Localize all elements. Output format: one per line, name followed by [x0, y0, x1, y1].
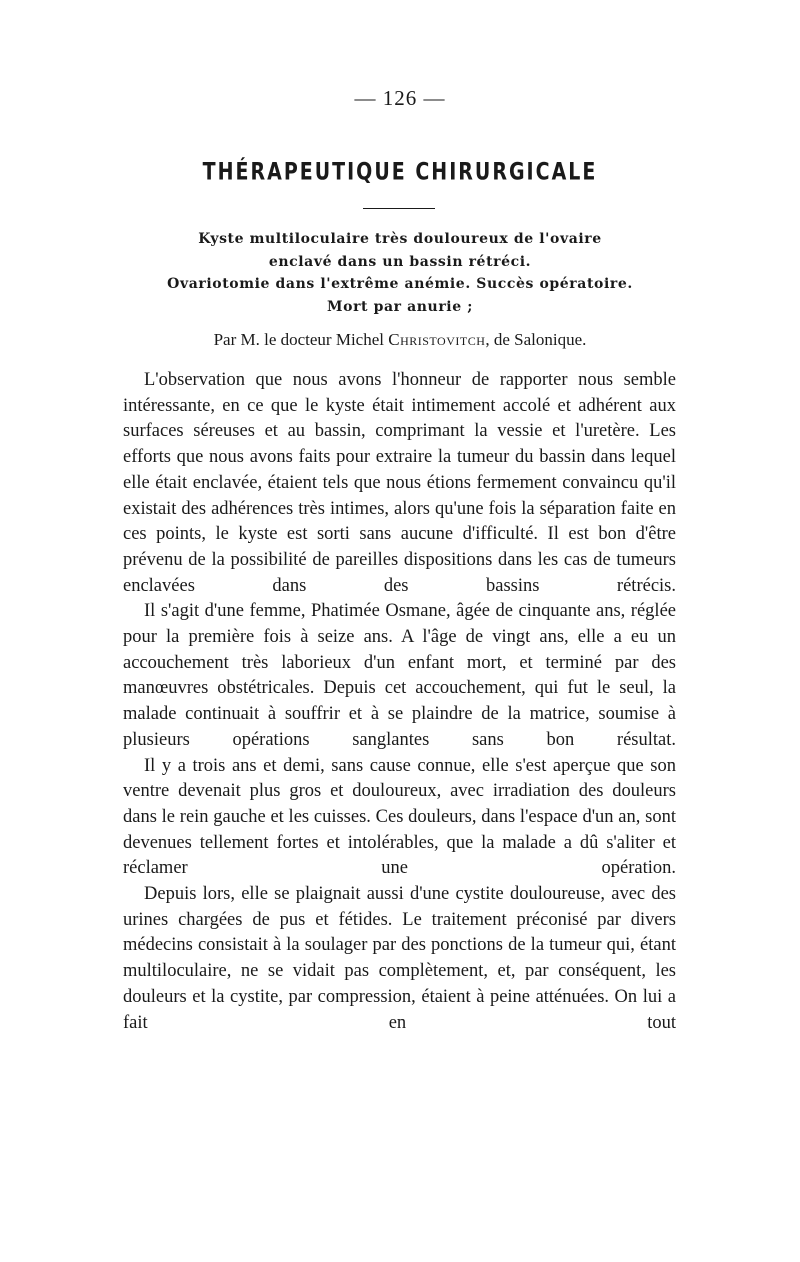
body-paragraph: Depuis lors, elle se plaignait aussi d'une cystite douloureuse, avec des urines chargées de pus et fétides. Le traitement préconisé par divers médecins consistait à la soulager par des ponctions de la tumeur qui, étant multiloculaire, ne se vidait pas complètement, et, par conséquent, les douleurs et la cystite, par compression, étaient à peine atténuées. On lui a fait en tout	[123, 884, 676, 1033]
byline	[0, 330, 800, 350]
page-number: — 126 —	[354, 86, 446, 110]
body-paragraph: Il s'agit d'une femme, Phatimée Osmane, âgée de cinquante ans, réglée pour la première fois à seize ans. A l'âge de vingt ans, elle a eu un accouchement très laborieux d'un enfant mort, et terminé par des manœuvres obstétricales. Depuis cet accouchement, qui fut le seul, la malade continuait à souffrir et à se plaindre de la matrice, soumise à plusieurs opérations sanglantes sans bon résultat.	[123, 601, 676, 750]
body-paragraph: Il y a trois ans et demi, sans cause connue, elle s'est aperçue que son ventre devenait plus gros et douloureux, avec irradiation des douleurs dans le rein gauche et les cuisses. Ces douleurs, dans l'espace d'un an, sont devenues tellement fortes et intolérables, que la malade a dû s'aliter et réclamer une opération.	[123, 755, 676, 879]
byline-author: Christovitch	[388, 330, 486, 349]
article-title	[100, 228, 700, 318]
heading-divider	[363, 208, 435, 209]
body-paragraph: L'observation que nous avons l'honneur de rapporter nous semble intéressante, en ce que le kyste était intimement accolé et adhérent aux surfaces séreuses et au bassin, comprimant la vessie et l'uretère. Les efforts que nous avons faits pour extraire la tumeur du bassin dans lequel elle était enclavée, étaient tels que nous étions fermement convaincu qu'il existait des adhérences très intimes, alors qu'une fois la séparation faite en ces points, le kyste est sorti sans aucune d'ifficulté. Il est bon d'être prévenu de la possibilité de pareilles dispositions dans les cas de tumeurs enclavées dans des bassins rétrécis.	[123, 370, 676, 596]
byline-suffix: , de Salonique.	[485, 330, 587, 349]
article-title-line: Ovariotomie dans l'extrême anémie. Succès opératoire.	[167, 276, 633, 292]
byline-prefix: Par M. le docteur Michel	[213, 330, 389, 349]
article-title-line: Kyste multiloculaire très douloureux de l'ovaire	[198, 231, 602, 247]
section-heading: THÉRAPEUTIQUE CHIRURGICALE	[202, 158, 598, 186]
article-title-line: Mort par anurie ;	[327, 298, 473, 315]
article-title-line: enclavé dans un bassin rétréci.	[268, 253, 532, 270]
article-body	[123, 368, 676, 1036]
